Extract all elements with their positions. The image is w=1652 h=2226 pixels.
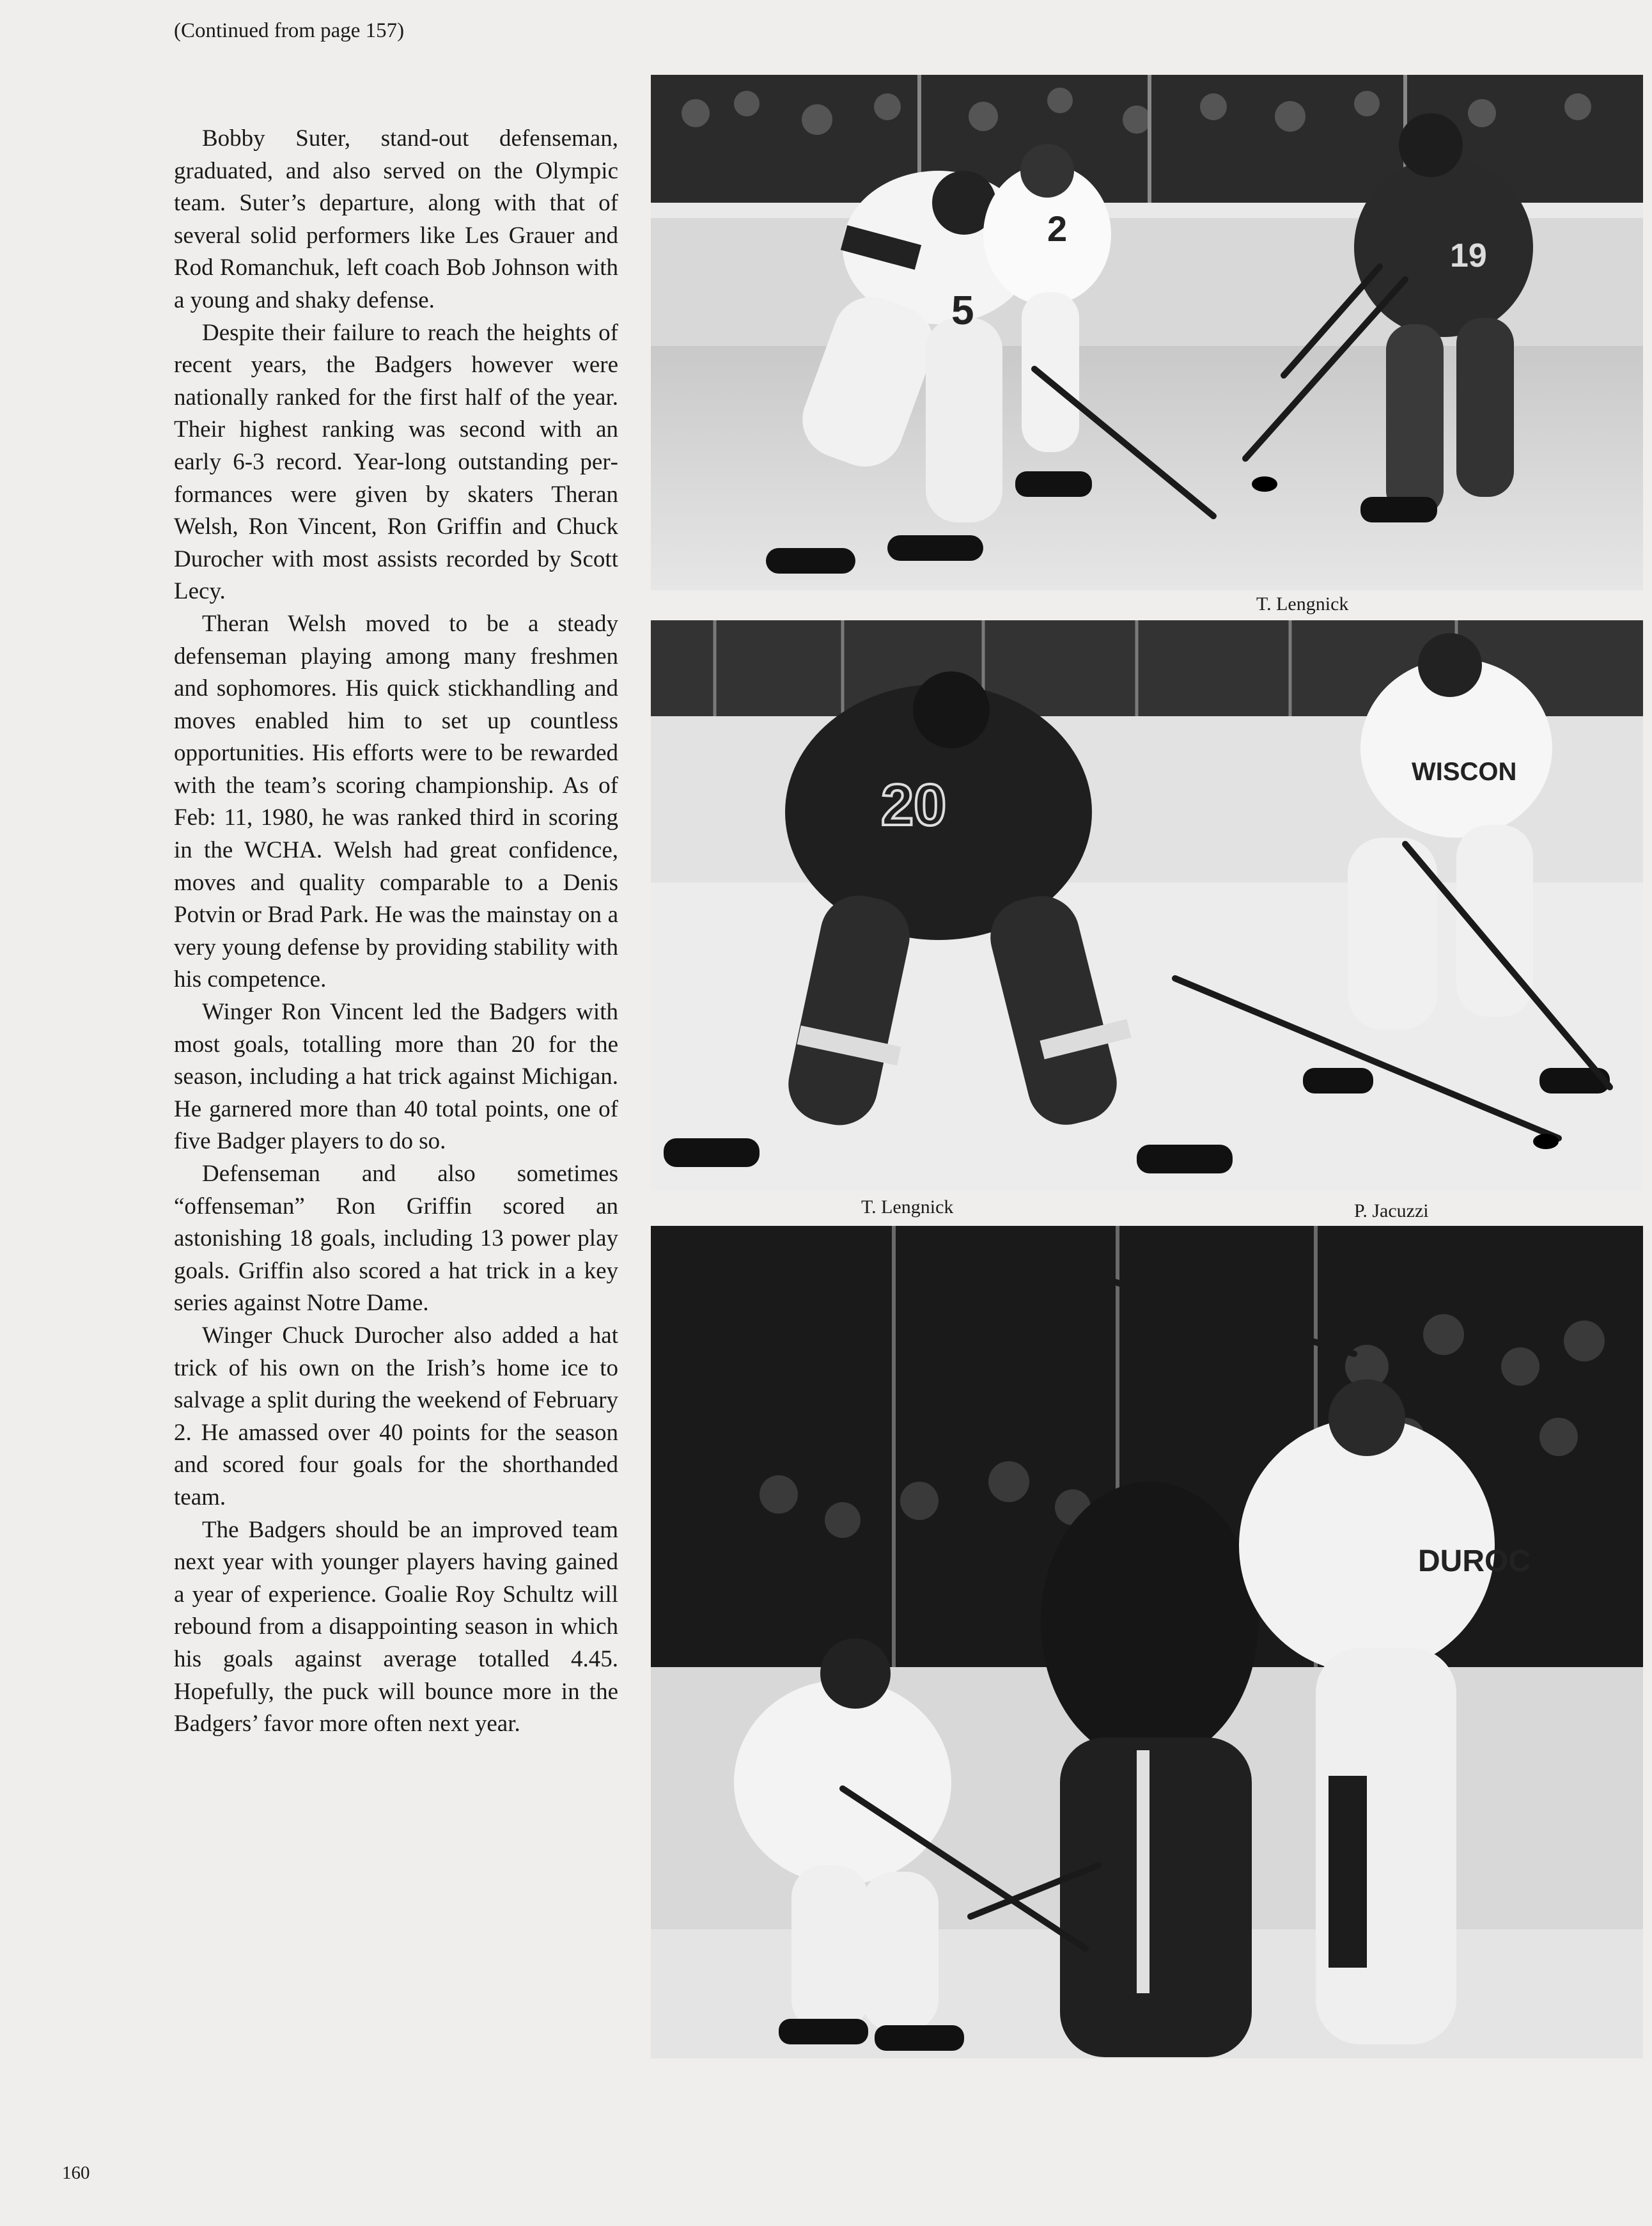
- jersey-number-19: 19: [1450, 237, 1487, 274]
- paragraph-welsh: Theran Welsh moved to be a steady defenseman playing among many freshmen and sophomores. His quick stickhandling and moves enabled him to set up countless opportunities. His efforts were to be rewarded with the team’s scoring championship. As of Feb: 11, 1980, he was ranked third in scoring in the WCHA. Welsh had great confidence, moves and quality comparable to a Denis Potvin or Brad Park. He was the mainstay on a very young defense by providing stability with his competence.: [174, 610, 618, 993]
- photo-credit-top: T. Lengnick: [1256, 593, 1349, 615]
- paragraph-durocher: Winger Chuck Durocher also added a hat trick of his own on the Irish’s home ice to salvage a split during the weekend of February 2. He amassed over 40 points for the season and scored four goals for the shorthanded team.: [174, 1322, 618, 1510]
- paragraph-rankings: Despite their failure to reach the heights of recent years, the Badgers however were nationally ranked for the first half of the year. Their highest ranking was second with an early 6-3 record. Year-long outstanding performances were given by skaters Theran Welsh, Ron Vincent, Ron Griffin and Chuck Durocher with most assists recorded by Scott Lecy.: [174, 319, 618, 605]
- paragraph-griffin: Defenseman and also sometimes “offenseman” Ron Griffin scored an astonishing 18 goals, including 13 power play goals. Griffin also scored a hat trick in a key series against Notre Dame.: [174, 1161, 618, 1317]
- photo-credit-middle-left: T. Lengnick: [861, 1196, 954, 1218]
- jersey-lettering-wiscon: WISCON: [1412, 758, 1517, 786]
- paragraph-outlook: The Badgers should be an improved team next year with younger players having gained a year of experience. Goalie Roy Schultz will rebound from a disappointing season in which his goals against average totalled 4.45. Hopefully, the puck will bounce more in the Badgers’ favor more often next year.: [174, 1516, 618, 1737]
- photo-top-hockey-action: [651, 75, 1643, 590]
- jersey-number-2: 2: [1047, 208, 1068, 249]
- photo-middle-hockey-action: [651, 620, 1643, 1191]
- paragraph-suter: Bobby Suter, stand-out defenseman, graduated, and also served on the Olympic team. Suter’s departure, along with that of several solid performers like Les Grauer and Rod Romanchuk, left coach Bob Johnson with a young and shaky defense.: [174, 125, 618, 313]
- page-number: 160: [62, 2163, 90, 2183]
- photo-credit-middle-right: P. Jacuzzi: [1354, 1200, 1429, 1221]
- jersey-number-20: 20: [881, 772, 947, 838]
- jersey-lettering-durocher: DUROC: [1418, 1544, 1531, 1578]
- article-body: [174, 123, 618, 1741]
- jersey-number-5: 5: [951, 287, 974, 333]
- photo-bottom-hockey-action: [651, 1226, 1643, 2058]
- paragraph-vincent: Winger Ron Vincent led the Badgers with most goals, totalling more than 20 for the season, including a hat trick against Michigan. He garnered more than 40 total points, one of five Badger players to do so.: [174, 999, 618, 1155]
- continued-from-line: (Continued from page 157): [174, 19, 405, 42]
